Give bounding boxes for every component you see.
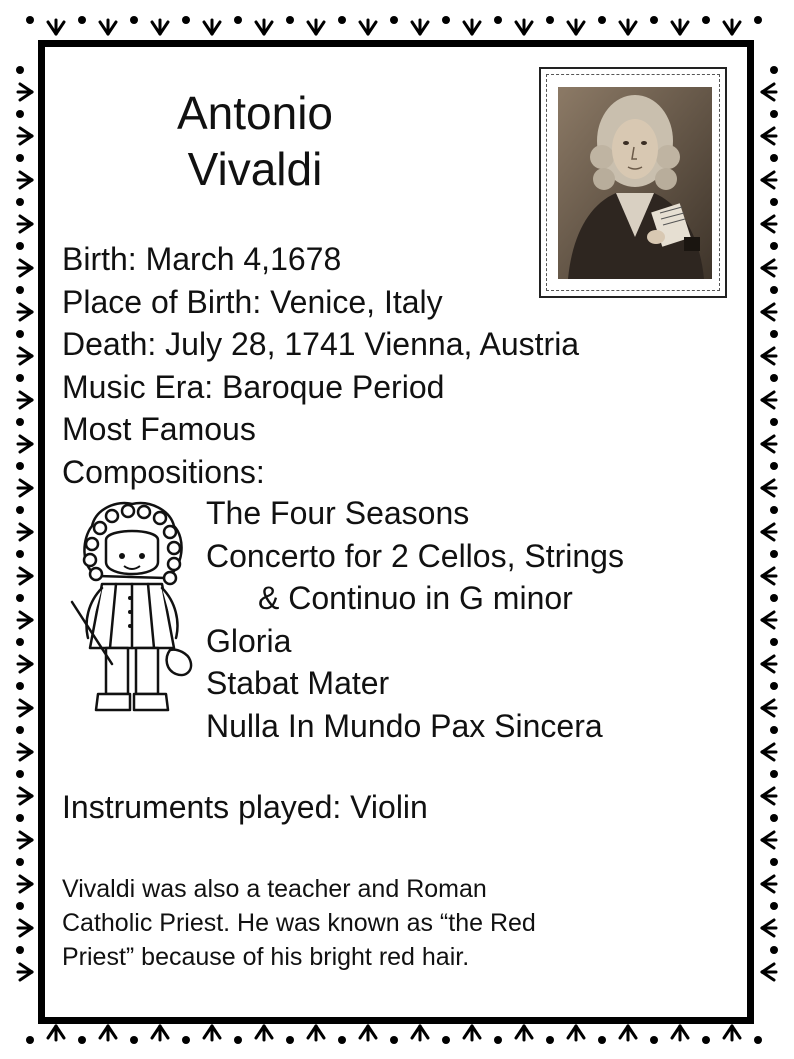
composition-item: Gloria [206, 622, 292, 659]
border-dot [16, 902, 24, 910]
fact-most-famous: Most Famous [62, 411, 256, 447]
border-dot [234, 1036, 242, 1044]
fact-birth: Birth: March 4,1678 [62, 241, 342, 277]
border-dot [770, 242, 778, 250]
border-dot [650, 16, 658, 24]
border-dot [16, 242, 24, 250]
border-fan-motif [18, 260, 32, 276]
border-dot [770, 374, 778, 382]
bio-line: Vivaldi was also a teacher and Roman [62, 875, 487, 903]
border-dot [338, 16, 346, 24]
border-fan-motif [762, 392, 776, 408]
border-fan-motif [308, 1026, 324, 1040]
border-dot [234, 16, 242, 24]
border-dot [16, 858, 24, 866]
border-fan-motif [18, 612, 32, 628]
page-title [100, 85, 410, 197]
border-dot [442, 16, 450, 24]
border-dot [770, 858, 778, 866]
border-dot [16, 726, 24, 734]
border-dot [770, 550, 778, 558]
border-dot [16, 946, 24, 954]
border-fan-motif [18, 876, 32, 892]
border-fan-motif [18, 128, 32, 144]
border-dot [598, 1036, 606, 1044]
border-fan-motif [412, 1026, 428, 1040]
border-fan-motif [464, 1026, 480, 1040]
border-fan-motif [204, 20, 220, 34]
border-dot [442, 1036, 450, 1044]
biography-facts [62, 238, 579, 493]
fact-compositions-heading: Compositions: [62, 453, 265, 490]
border-fan-motif [48, 1026, 64, 1040]
border-fan-motif [18, 524, 32, 540]
border-dot [286, 1036, 294, 1044]
border-fan-motif [100, 20, 116, 34]
border-dot [16, 330, 24, 338]
composition-item: The Four Seasons [206, 495, 470, 531]
border-dot [770, 462, 778, 470]
border-fan-motif [762, 480, 776, 496]
border-dot [78, 16, 86, 24]
border-dot [494, 16, 502, 24]
border-fan-motif [568, 20, 584, 34]
compositions-list [206, 492, 624, 747]
fact-place-of-birth: Place of Birth: Venice, Italy [62, 283, 443, 320]
border-dot [26, 1036, 34, 1044]
border-fan-motif [762, 172, 776, 188]
border-fan-motif [18, 964, 32, 980]
biography-paragraph [62, 872, 702, 974]
border-fan-motif [18, 172, 32, 188]
border-dot [16, 286, 24, 294]
border-dot [390, 16, 398, 24]
border-dot [754, 1036, 762, 1044]
border-fan-motif [48, 20, 64, 34]
border-dot [78, 1036, 86, 1044]
border-fan-motif [762, 964, 776, 980]
border-dot [16, 418, 24, 426]
border-fan-motif [672, 20, 688, 34]
border-dot [770, 418, 778, 426]
border-fan-motif [464, 20, 480, 34]
border-dot [546, 1036, 554, 1044]
border-dot [16, 770, 24, 778]
border-dot [16, 594, 24, 602]
border-fan-motif [762, 436, 776, 452]
border-fan-motif [412, 20, 428, 34]
border-fan-motif [18, 392, 32, 408]
border-fan-motif [18, 84, 32, 100]
border-fan-motif [18, 920, 32, 936]
border-fan-motif [762, 524, 776, 540]
border-dot [16, 814, 24, 822]
border-dot [770, 726, 778, 734]
border-dot [770, 506, 778, 514]
border-fan-motif [762, 656, 776, 672]
border-dot [16, 550, 24, 558]
border-dot [286, 16, 294, 24]
bio-line: Catholic Priest. He was known as “the Red [62, 909, 536, 937]
border-fan-motif [18, 304, 32, 320]
border-dot [16, 110, 24, 118]
border-dot [770, 770, 778, 778]
border-fan-motif [762, 348, 776, 364]
composition-item: Stabat Mater [206, 665, 390, 701]
border-dot [338, 1036, 346, 1044]
border-dot [770, 946, 778, 954]
border-fan-motif [256, 20, 272, 34]
border-dot [770, 594, 778, 602]
border-dot [16, 462, 24, 470]
bio-line: Priest” because of his bright red hair. [62, 943, 470, 971]
composition-item: Concerto for 2 Cellos, Strings [206, 537, 624, 574]
border-fan-motif [762, 876, 776, 892]
border-fan-motif [18, 656, 32, 672]
border-fan-motif [762, 700, 776, 716]
border-fan-motif [360, 1026, 376, 1040]
border-dot [770, 66, 778, 74]
composition-item-continued: & Continuo in G minor [258, 580, 573, 616]
border-dot [598, 16, 606, 24]
border-fan-motif [762, 216, 776, 232]
border-dot [16, 374, 24, 382]
fact-death: Death: July 28, 1741 Vienna, Austria [62, 326, 580, 362]
border-fan-motif [762, 128, 776, 144]
border-dot [770, 814, 778, 822]
border-fan-motif [18, 216, 32, 232]
border-dot [16, 66, 24, 74]
fact-music-era: Music Era: Baroque Period [62, 368, 445, 405]
border-fan-motif [672, 1026, 688, 1040]
border-fan-motif [762, 920, 776, 936]
border-fan-motif [762, 304, 776, 320]
border-fan-motif [152, 20, 168, 34]
border-fan-motif [18, 700, 32, 716]
border-fan-motif [152, 1026, 168, 1040]
border-dot [702, 1036, 710, 1044]
border-fan-motif [762, 832, 776, 848]
border-dot [130, 16, 138, 24]
border-dot [16, 198, 24, 206]
border-dot [546, 16, 554, 24]
border-dot [770, 110, 778, 118]
border-fan-motif [360, 20, 376, 34]
border-dot [16, 682, 24, 690]
border-fan-motif [762, 84, 776, 100]
border-dot [770, 286, 778, 294]
border-fan-motif [724, 20, 740, 34]
border-dot [130, 1036, 138, 1044]
vivaldi-cartoon-illustration [66, 498, 198, 728]
border-fan-motif [18, 348, 32, 364]
border-fan-motif [18, 568, 32, 584]
border-dot [770, 682, 778, 690]
border-dot [754, 16, 762, 24]
border-fan-motif [620, 20, 636, 34]
instruments-played: Instruments played: Violin [62, 789, 428, 825]
border-dot [494, 1036, 502, 1044]
border-dot [770, 902, 778, 910]
border-fan-motif [762, 788, 776, 804]
title-first-name: Antonio [176, 87, 333, 139]
border-fan-motif [516, 20, 532, 34]
border-dot [702, 16, 710, 24]
border-fan-motif [724, 1026, 740, 1040]
border-dot [770, 638, 778, 646]
title-last-name: Vivaldi [187, 143, 323, 195]
border-fan-motif [256, 1026, 272, 1040]
border-fan-motif [204, 1026, 220, 1040]
border-dot [770, 198, 778, 206]
border-fan-motif [516, 1026, 532, 1040]
border-fan-motif [18, 480, 32, 496]
border-fan-motif [762, 744, 776, 760]
border-fan-motif [100, 1026, 116, 1040]
border-dot [182, 16, 190, 24]
border-fan-motif [308, 20, 324, 34]
border-fan-motif [620, 1026, 636, 1040]
border-fan-motif [762, 568, 776, 584]
border-dot [770, 330, 778, 338]
border-dot [16, 506, 24, 514]
border-dot [770, 154, 778, 162]
vivaldi-portrait-image [558, 87, 712, 279]
border-dot [26, 16, 34, 24]
border-fan-motif [18, 832, 32, 848]
border-dot [16, 154, 24, 162]
border-fan-motif [568, 1026, 584, 1040]
border-fan-motif [18, 788, 32, 804]
border-dot [390, 1036, 398, 1044]
border-dot [182, 1036, 190, 1044]
border-fan-motif [18, 436, 32, 452]
composition-item: Nulla In Mundo Pax Sincera [206, 707, 603, 744]
border-fan-motif [18, 744, 32, 760]
border-fan-motif [762, 260, 776, 276]
border-fan-motif [762, 612, 776, 628]
border-dot [650, 1036, 658, 1044]
border-dot [16, 638, 24, 646]
